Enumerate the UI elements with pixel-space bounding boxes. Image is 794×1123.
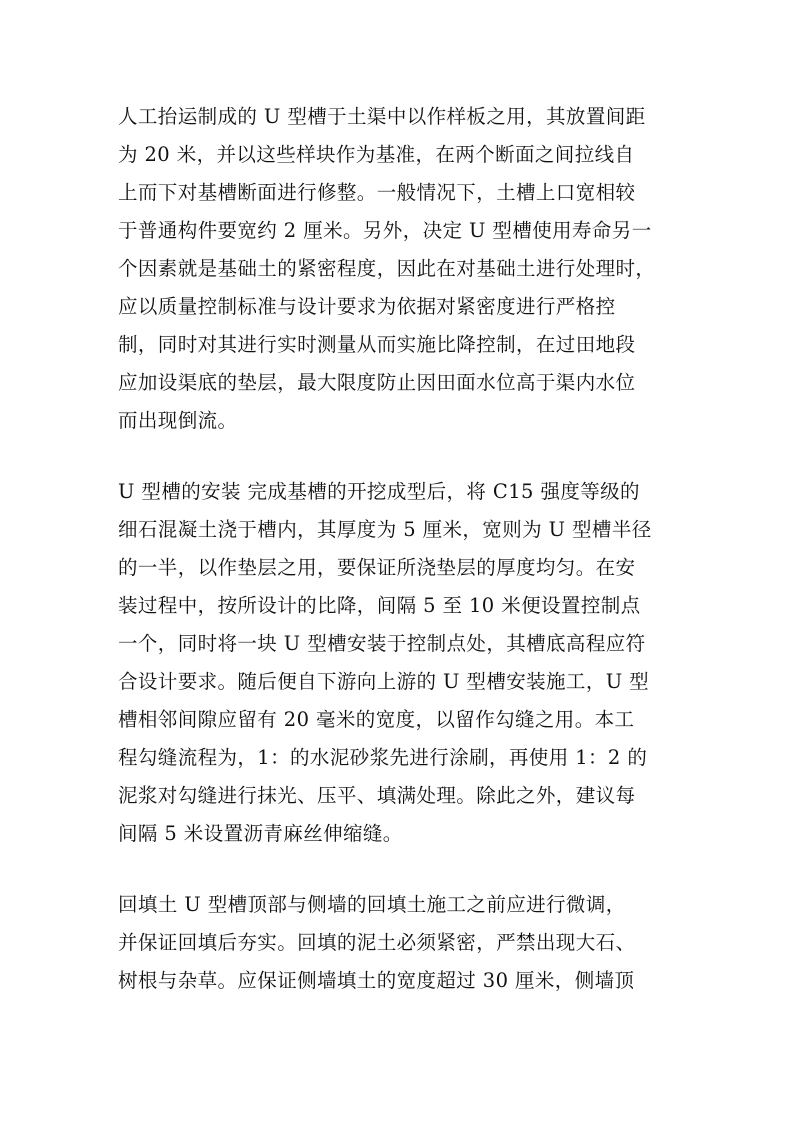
paragraph-1-line-1: 人工抬运制成的 U 型槽于土渠中以作样板之用，其放置间距 [118, 105, 646, 128]
paragraph-3-line-1: 回填土 U 型槽顶部与侧墙的回填土施工之前应进行微调， [118, 893, 626, 916]
paragraph-1-line-9: 而出现倒流。 [118, 409, 238, 432]
paragraph-2-line-7: 槽相邻间隙应留有 20 毫米的宽度，以留作勾缝之用。本工 [118, 708, 635, 731]
paragraph-2-line-6: 合设计要求。随后便自下游向上游的 U 型槽安装施工，U 型 [118, 670, 650, 693]
paragraph-2-line-2: 细石混凝土浇于槽内，其厚度为 5 厘米，宽则为 U 型槽半径 [118, 518, 652, 541]
paragraph-3-line-2: 并保证回填后夯实。回填的泥土必须紧密，严禁出现大石、 [118, 931, 636, 954]
paragraph-1-line-6: 应以质量控制标准与设计要求为依据对紧密度进行严格控 [118, 295, 616, 318]
paragraph-1-line-4: 于普通构件要宽约 2 厘米。另外，决定 U 型槽使用寿命另一 [118, 219, 652, 242]
paragraph-2-line-5: 一个，同时将一块 U 型槽安装于控制点处，其槽底高程应符 [118, 632, 646, 655]
paragraph-2-line-3: 的一半，以作垫层之用，要保证所浇垫层的厚度均匀。在安 [118, 556, 636, 579]
paragraph-1-line-7: 制，同时对其进行实时测量从而实施比降控制，在过田地段 [118, 333, 636, 356]
paragraph-2-line-8: 程勾缝流程为，1：的水泥砂浆先进行涂刷，再使用 1：2 的 [118, 746, 648, 769]
paragraph-1-line-5: 个因素就是基础土的紧密程度，因此在对基础土进行处理时， [118, 257, 656, 280]
paragraph-1-line-3: 上而下对基槽断面进行修整。一般情况下，土槽上口宽相较 [118, 181, 636, 204]
paragraph-2-line-9: 泥浆对勾缝进行抹光、压平、填满处理。除此之外，建议每 [118, 784, 636, 807]
paragraph-1-line-8: 应加设渠底的垫层，最大限度防止因田面水位高于渠内水位 [118, 371, 636, 394]
paragraph-3-line-3: 树根与杂草。应保证侧墙填土的宽度超过 30 厘米，侧墙顶 [118, 969, 635, 992]
paragraph-1-line-2: 为 20 米，并以这些样块作为基准，在两个断面之间拉线自 [118, 143, 635, 166]
paragraph-2-line-4: 装过程中，按所设计的比降，间隔 5 至 10 米便设置控制点 [118, 594, 641, 617]
paragraph-2-line-10: 间隔 5 米设置沥青麻丝伸缩缝。 [118, 822, 403, 845]
paragraph-2-line-1: U 型槽的安装 完成基槽的开挖成型后，将 C15 强度等级的 [118, 480, 640, 503]
